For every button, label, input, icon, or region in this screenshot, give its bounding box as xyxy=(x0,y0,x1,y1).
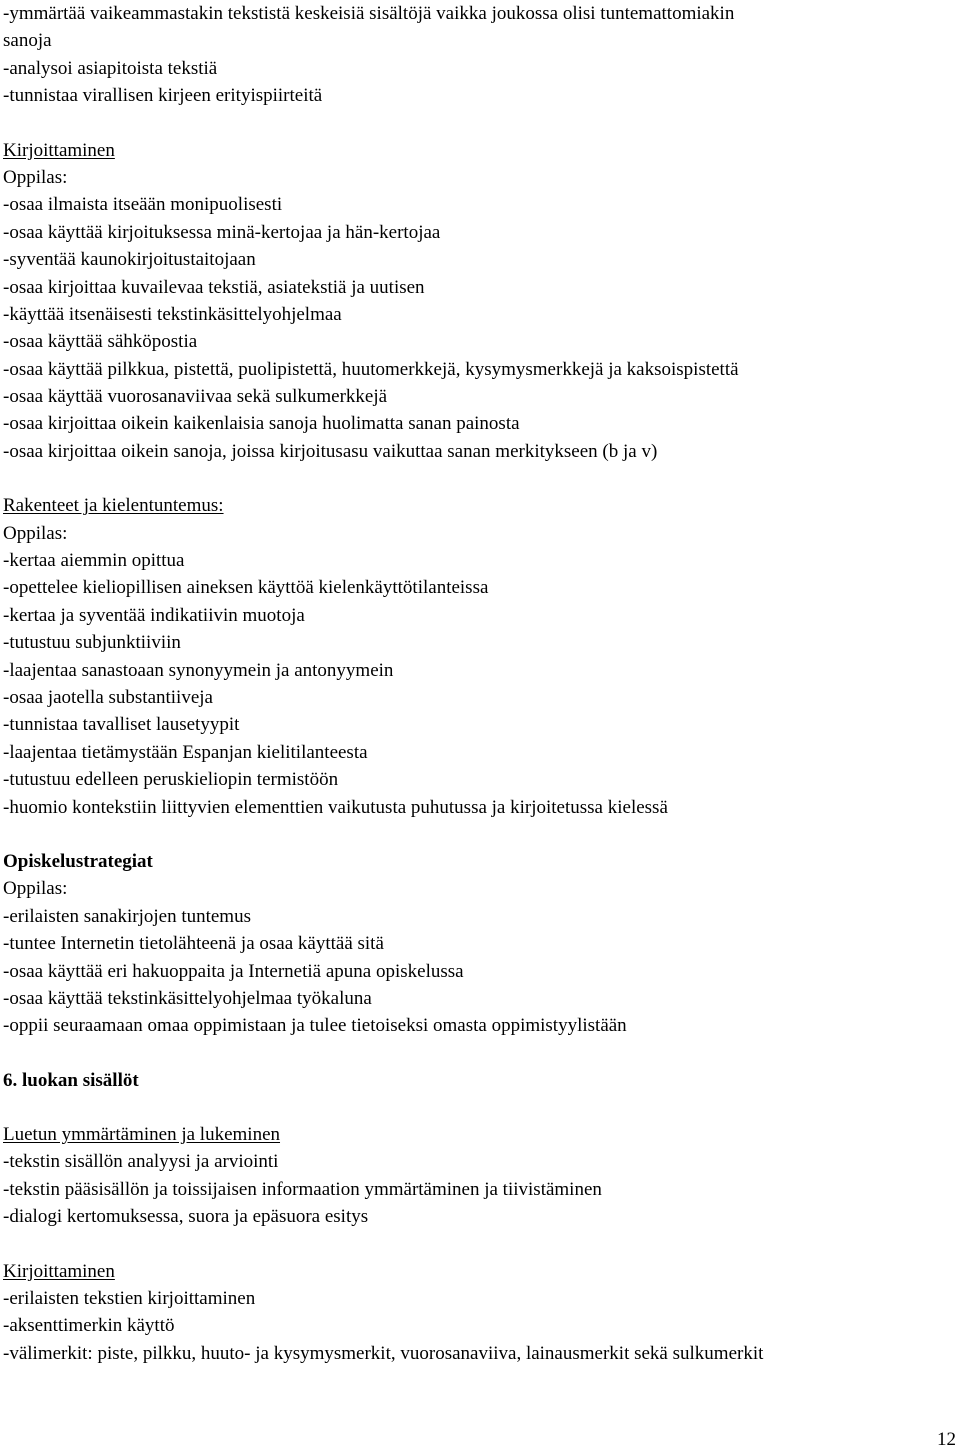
list-item: -osaa käyttää tekstinkäsittelyohjelmaa työkaluna xyxy=(3,987,372,1009)
kirjoittaminen-section xyxy=(3,137,958,466)
list-item: -osaa ilmaista itseään monipuolisesti xyxy=(3,194,283,216)
list-item: -osaa käyttää pilkkua, pistettä, puolipistettä, huutomerkkejä, kysymysmerkkejä ja kaksoispistettä xyxy=(3,358,739,380)
list-item: -osaa kirjoittaa oikein sanoja, joissa kirjoitusasu vaikuttaa sanan merkitykseen (b ja v) xyxy=(3,440,658,462)
list-item: -erilaisten tekstien kirjoittaminen xyxy=(3,1288,256,1310)
section-heading: Opiskelustrategiat xyxy=(3,850,153,872)
luetun-section xyxy=(3,1121,958,1231)
section-heading: Rakenteet ja kielentuntemus: xyxy=(3,495,224,517)
list-item: -tutustuu edelleen peruskieliopin termistöön xyxy=(3,769,339,791)
section-subheading: Oppilas: xyxy=(3,878,68,900)
list-item: -opettelee kieliopillisen aineksen käyttöä kielenkäyttötilanteissa xyxy=(3,577,489,599)
list-item: -osaa kirjoittaa oikein kaikenlaisia sanoja huolimatta sanan painosta xyxy=(3,413,520,435)
grade6-section xyxy=(3,1067,958,1094)
document-page xyxy=(3,0,958,1394)
page-section-title: 6. luokan sisällöt xyxy=(3,1069,139,1091)
section-subheading: Oppilas: xyxy=(3,522,68,544)
section-heading: Luetun ymmärtäminen ja lukeminen xyxy=(3,1124,281,1146)
list-item: -laajentaa tietämystään Espanjan kielitilanteesta xyxy=(3,741,368,763)
list-item: -ymmärtää vaikeammastakin tekstistä keskeisiä sisältöjä vaikka joukossa olisi tuntemattomiakin xyxy=(3,3,735,24)
opiskelustrategiat-section xyxy=(3,848,958,1040)
list-item: -erilaisten sanakirjojen tuntemus xyxy=(3,905,251,927)
list-item: -osaa käyttää kirjoituksessa minä-kertojaa ja hän-kertojaa xyxy=(3,221,441,243)
list-item: -aksenttimerkin käyttö xyxy=(3,1315,175,1337)
list-item: -osaa käyttää sähköpostia xyxy=(3,331,198,353)
list-item: -osaa käyttää eri hakuoppaita ja Internetiä apuna opiskelussa xyxy=(3,960,464,982)
list-item: -käyttää itsenäisesti tekstinkäsittelyohjelmaa xyxy=(3,303,342,325)
intro-section xyxy=(3,0,958,110)
section-subheading: Oppilas: xyxy=(3,166,68,188)
list-item: -syventää kaunokirjoitustaitojaan xyxy=(3,249,256,271)
list-item: -kertaa aiemmin opittua xyxy=(3,550,185,572)
list-item: -dialogi kertomuksessa, suora ja epäsuora esitys xyxy=(3,1206,369,1228)
list-item: -huomio kontekstiin liittyvien elementtien vaikutusta puhutussa ja kirjoitetussa kielessä xyxy=(3,796,668,818)
list-item: -tuntee Internetin tietolähteenä ja osaa käyttää sitä xyxy=(3,933,384,955)
page-number: 12 xyxy=(937,1429,956,1450)
list-item: -laajentaa sanastoaan synonyymein ja antonyymein xyxy=(3,659,394,681)
list-item: -tunnistaa virallisen kirjeen erityispiirteitä xyxy=(3,85,323,107)
section-heading: Kirjoittaminen xyxy=(3,1260,115,1282)
list-item: -välimerkit: piste, pilkku, huuto- ja kysymysmerkit, vuorosanaviiva, lainausmerkit sekä sulkumerkit xyxy=(3,1342,764,1364)
list-item: -tunnistaa tavalliset lausetyypit xyxy=(3,714,240,736)
kirjoittaminen6-section xyxy=(3,1258,958,1368)
list-item: -osaa jaotella substantiiveja xyxy=(3,686,213,708)
list-item: -tekstin pääsisällön ja toissijaisen informaation ymmärtäminen ja tiivistäminen xyxy=(3,1178,602,1200)
list-item: -oppii seuraamaan omaa oppimistaan ja tulee tietoiseksi omasta oppimistyylistään xyxy=(3,1015,627,1037)
section-heading: Kirjoittaminen xyxy=(3,139,115,161)
list-item: -osaa kirjoittaa kuvailevaa tekstiä, asiatekstiä ja uutisen xyxy=(3,276,425,298)
list-item: -analysoi asiapitoista tekstiä xyxy=(3,57,218,79)
list-item: sanoja xyxy=(3,30,52,52)
list-item: -kertaa ja syventää indikatiivin muotoja xyxy=(3,604,305,626)
rakenteet-section xyxy=(3,492,958,821)
list-item: -tutustuu subjunktiiviin xyxy=(3,632,181,654)
list-item: -osaa käyttää vuorosanaviivaa sekä sulkumerkkejä xyxy=(3,386,388,408)
list-item: -tekstin sisällön analyysi ja arviointi xyxy=(3,1151,279,1173)
